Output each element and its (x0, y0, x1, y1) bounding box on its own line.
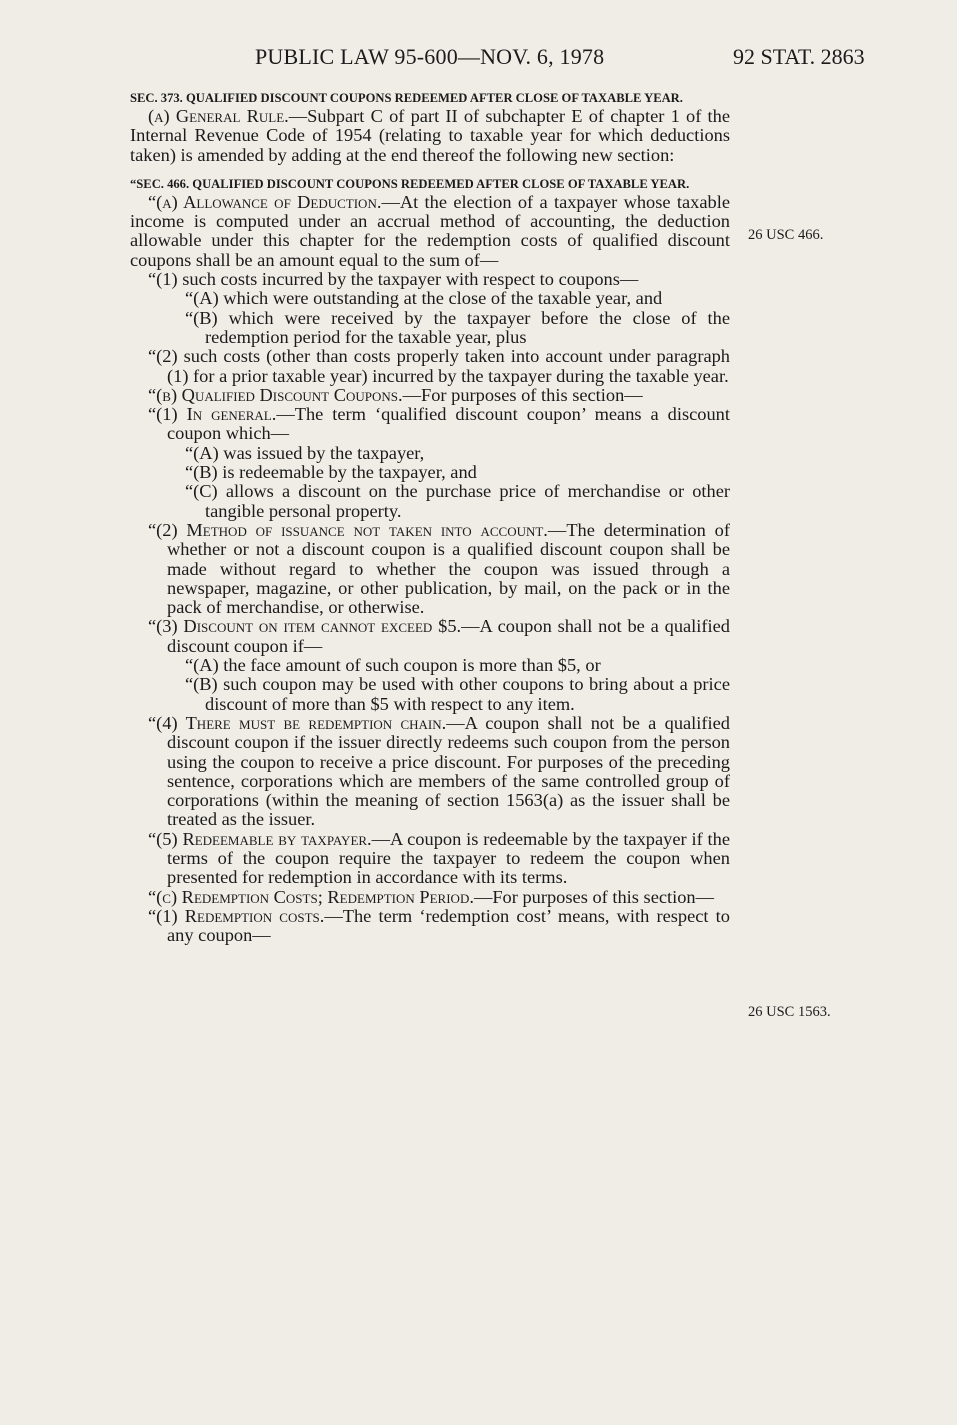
run-head: “(1) In general. (148, 404, 277, 425)
paragraph-a-1-A: “(A) which were outstanding at the close of the taxable year, and (185, 288, 663, 309)
run-text: —A coupon shall not be a qualified discount coupon if— (167, 616, 730, 656)
run-text: —For purposes of this section— (473, 886, 715, 907)
paragraph-b-1-A: “(A) was issued by the taxpayer, (185, 442, 425, 463)
run-head: “(3) Discount on item cannot exceed $5. (148, 616, 462, 637)
run-head: “(b) Qualified Discount Coupons. (148, 384, 403, 405)
run-head: “(4) There must be redemption chain. (148, 712, 447, 733)
section-373-heading: SEC. 373. QUALIFIED DISCOUNT COUPONS REDEEMED AFTER CLOSE OF TAXABLE YEAR. (130, 91, 683, 105)
run-head: “(5) Redeemable by taxpayer. (148, 828, 372, 849)
run-head: “(a) Allowance of Deduction. (148, 191, 382, 212)
run-text: —A coupon shall not be a qualified discount coupon if the issuer directly redeems such coupon from the person using the coupon to receive a price discount. For purposes of the preceding sentence, corporations which are members of the same controlled group of corporations (within the meaning of section 1563(a) as the issuer shall be treated as the issuer. (167, 712, 730, 830)
run-text: —The determination of whether or not a discount coupon is a qualified discount coupon shall be made without regard to whether the coupon was issued through a newspaper, magazine, or other publication, by mail, on the pack or in the pack of merchandise, or otherwise. (167, 519, 731, 618)
paragraph-b-3-B: “(B) such coupon may be used with other coupons to bring about a price discount of more than $5 with respect to any item. (185, 674, 730, 714)
section-466-heading: “SEC. 466. QUALIFIED DISCOUNT COUPONS REDEEMED AFTER CLOSE OF TAXABLE YEAR. (130, 176, 690, 191)
page-header (0, 44, 957, 74)
paragraph-b-2 (130, 521, 730, 617)
run-text: —A coupon is redeemable by the taxpayer if the terms of the coupon require the taxpayer to redeem the coupon when presented for redemption in accordance with its terms. (167, 828, 730, 888)
stat-reference: 92 STAT. 2863 (733, 44, 865, 69)
document-body (130, 90, 730, 945)
paragraph-b-1-B: “(B) is redeemable by the taxpayer, and (185, 462, 477, 483)
paragraph-b-5 (130, 830, 730, 888)
run-head: (a) General Rule. (148, 106, 289, 126)
paragraph-general-rule (130, 107, 730, 165)
margin-note-usc-466: 26 USC 466. (748, 227, 824, 243)
paragraph-c-1 (130, 907, 730, 946)
run-head: “(2) Method of issuance not taken into account. (148, 519, 548, 540)
run-text: —At the election of a taxpayer whose taxable income is computed under an accrual method of accounting, the deduction allowable under this chapter for the redemption costs of qualified discount coupons shall be an amount equal to the sum of— (130, 191, 730, 270)
run-text: —The term ‘qualified discount coupon’ means a discount coupon which— (167, 404, 730, 444)
run-text: —The term ‘redemption cost’ means, with respect to any coupon— (167, 905, 730, 946)
paragraph-b-3 (130, 617, 730, 656)
paragraph-466-b (130, 386, 730, 405)
public-law-title: PUBLIC LAW 95-600—NOV. 6, 1978 (255, 44, 605, 69)
run-text: —For purposes of this section— (402, 384, 643, 405)
paragraph-466-a (130, 193, 730, 270)
paragraph-b-3-A: “(A) the face amount of such coupon is more than $5, or (185, 655, 601, 676)
paragraph-a-1-B: “(B) which were received by the taxpayer before the close of the redemption period for the taxable year, plus (185, 307, 730, 347)
run-text: —Subpart C of part II of subchapter E of chapter 1 of the Internal Revenue Code of 1954 (relating to taxable year for which deductions taken) is amended by adding at the end thereof the following new section: (130, 106, 730, 165)
paragraph-466-c (130, 888, 730, 907)
paragraph-a-1: “(1) such costs incurred by the taxpayer with respect to coupons— (148, 269, 639, 290)
margin-note-usc-1563: 26 USC 1563. (748, 1004, 831, 1020)
run-head: “(c) Redemption Costs; Redemption Period. (148, 886, 474, 907)
paragraph-b-1 (130, 405, 730, 444)
paragraph-b-4 (130, 714, 730, 830)
paragraph-b-1-C: “(C) allows a discount on the purchase price of merchandise or other tangible personal property. (185, 481, 730, 521)
paragraph-a-2: “(2) such costs (other than costs properly taken into account under paragraph (1) for a prior taxable year) incurred by the taxpayer during the taxable year. (148, 346, 730, 386)
run-head: “(1) Redemption costs. (148, 905, 325, 926)
